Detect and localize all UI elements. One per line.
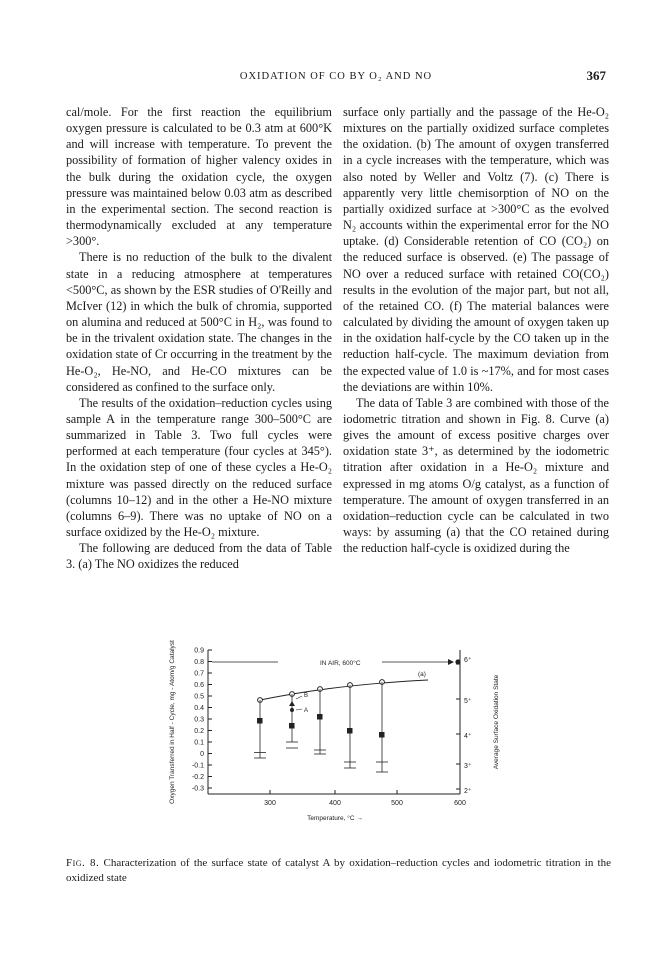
triangle-marker (289, 701, 295, 706)
page-header (0, 68, 672, 88)
y-tick-label: 0 (200, 751, 204, 758)
left-column (66, 104, 332, 573)
square-marker (379, 732, 385, 738)
y-ticks (208, 650, 212, 788)
square-marker (289, 723, 295, 729)
square-markers (257, 714, 385, 738)
x-axis-label: Temperature, °C → (307, 815, 363, 822)
figure-caption (66, 856, 611, 886)
right-tick-label: 5⁺ (464, 698, 472, 705)
y-tick-label: 0.3 (194, 716, 204, 724)
square-marker (317, 714, 323, 720)
air-arrow-head (448, 659, 454, 665)
right-tick-label: 2⁺ (464, 788, 472, 795)
figure-caption-label: Fig. 8. (66, 857, 100, 869)
x-tick-label: 600 (454, 800, 466, 807)
curve-a-label: (a) (418, 671, 426, 678)
right-tick-label: 3⁺ (464, 763, 472, 770)
left-paragraph-1: cal/mole. For the first reaction the equilibrium oxygen pressure is calculated to be 0.3 atm at 600°K and will increase with temperature. To prevent the possibility of formation of higher valency oxides in the bulk during the oxidation cycle, the oxygen pressure was maintained below 0.03 atm as described in the experimental section. The second reaction is thermodynamically excluded at any temperature >300°. (66, 105, 332, 249)
error-bars (254, 682, 388, 772)
x-tick-label: 400 (329, 800, 341, 807)
right-paragraph-1: surface only partially and the passage of the He-O₂ mixtures on the partially oxidized surface completes the oxidation. (b) The amount of oxygen transferred in a cycle increases with the temperature, which was also noted by Weller and Voltz (7). (c) There is apparently very little chemisorption of NO on the partially oxidized surface at >300°C as the evolved N₂ accounts within the experimental error for the NO uptake. (d) Considerable retention of CO (CO₂) on the reduced surface is observed. (e) The passage of NO over a reduced surface with retained CO(CO₂) results in the evolution of the major part, but not all, of the retained CO. (f) The material balances were calculated by dividing the amount of oxygen taken up in the oxidation half-cycle by the CO taken up in the reduction half-cycle. The maximum deviation from the expected value of 1.0 is ~17%, and for most cases the deviations are within 10%. (343, 105, 609, 394)
figure-8-plot (160, 618, 560, 838)
right-axis-ticks (456, 664, 460, 789)
y-tick-label: 0.8 (194, 659, 204, 666)
y-tick-label: -0.3 (191, 785, 204, 793)
y-tick-label: 0.1 (194, 739, 204, 747)
label-b: B (304, 693, 309, 699)
y-tick-label: 0.9 (194, 647, 204, 655)
y-tick-label: -0.2 (191, 774, 204, 781)
y-tick-label: 0.5 (194, 693, 204, 701)
curve-a (260, 680, 428, 700)
right-column (343, 104, 609, 556)
left-paragraph-4: The following are deduced from the data of Table 3. (a) The NO oxidizes the reduced (66, 541, 332, 572)
dot-marker (290, 708, 294, 712)
running-title: OXIDATION OF CO BY O₂ AND NO (239, 71, 433, 82)
air-annotation: IN AIR, 600°C (320, 660, 361, 667)
y-tick-label: 0.6 (194, 682, 204, 689)
x-ticks (270, 790, 460, 794)
figure-caption-text: Characterization of the surface state of catalyst A by oxidation–reduction cycles and iodometric titration in the oxidized state (66, 857, 611, 884)
right-axis-tick-labels (464, 656, 472, 795)
y-tick-label: 0.2 (194, 728, 204, 735)
square-marker (257, 718, 263, 724)
right-tick-label: 4⁺ (464, 733, 472, 740)
x-tick-labels (264, 800, 466, 807)
y-axis-label: Oxygen Transferred in Half - Cycle, mg - Atom/g Catalyst (169, 640, 176, 804)
y-tick-label: 0.7 (194, 670, 204, 678)
right-axis-label: Average Surface Oxidation State (493, 674, 500, 770)
air-point (455, 659, 460, 664)
square-marker (347, 728, 353, 734)
right-tick-label: 6⁺ (464, 657, 472, 664)
zero-level-dashes (254, 748, 388, 762)
x-tick-label: 300 (264, 800, 276, 807)
y-tick-labels (192, 648, 204, 793)
right-paragraph-2: The data of Table 3 are combined with those of the iodometric titration and shown in Fig. 8. Curve (a) gives the amount of excess positive charges over oxidation state 3⁺, as determined by the iodometric titration after oxidation in a He-O₂ mixture and expressed in mg atoms O/g catalyst, as a function of temperature. The amount of oxygen transferred in an oxidation–reduction cycle can be calculated in two ways: by assuming (a) that the CO retained during the reduction half-cycle is oxidized during the (343, 395, 609, 556)
figure-8 (160, 618, 560, 838)
label-a: A (304, 708, 309, 714)
left-paragraph-2: There is no reduction of the bulk to the divalent state in a reducing atmosphere at temperatures <500°C, as shown by the ESR studies of O'Reilly and McIver (12) in which the bulk of chromia, supported on alumina and reduced at 500°C in H₂, was found to be in the trivalent oxidation state. The changes in the oxidation state of Cr occurring in the treatment by the He-O₂, He-NO, and He-CO mixtures can be considered as confined to the surface only. (66, 250, 332, 394)
left-paragraph-3: The results of the oxidation–reduction cycles using sample A in the temperature range 300–500°C are summarized in Table 3. Two full cycles were performed at each temperature (four cycles at 345°). In the oxidation step of one of these cycles a He-O₂ mixture was passed directly on the reduced surface (columns 10–12) and in the other a He-NO mixture (columns 6–9). There was no uptake of NO on a surface oxidized by the He-O₂ mixture. (66, 395, 332, 540)
x-tick-label: 500 (391, 800, 403, 807)
y-tick-label: -0.1 (191, 762, 204, 770)
y-tick-label: 0.4 (194, 705, 204, 712)
page-number: 367 (586, 68, 606, 83)
